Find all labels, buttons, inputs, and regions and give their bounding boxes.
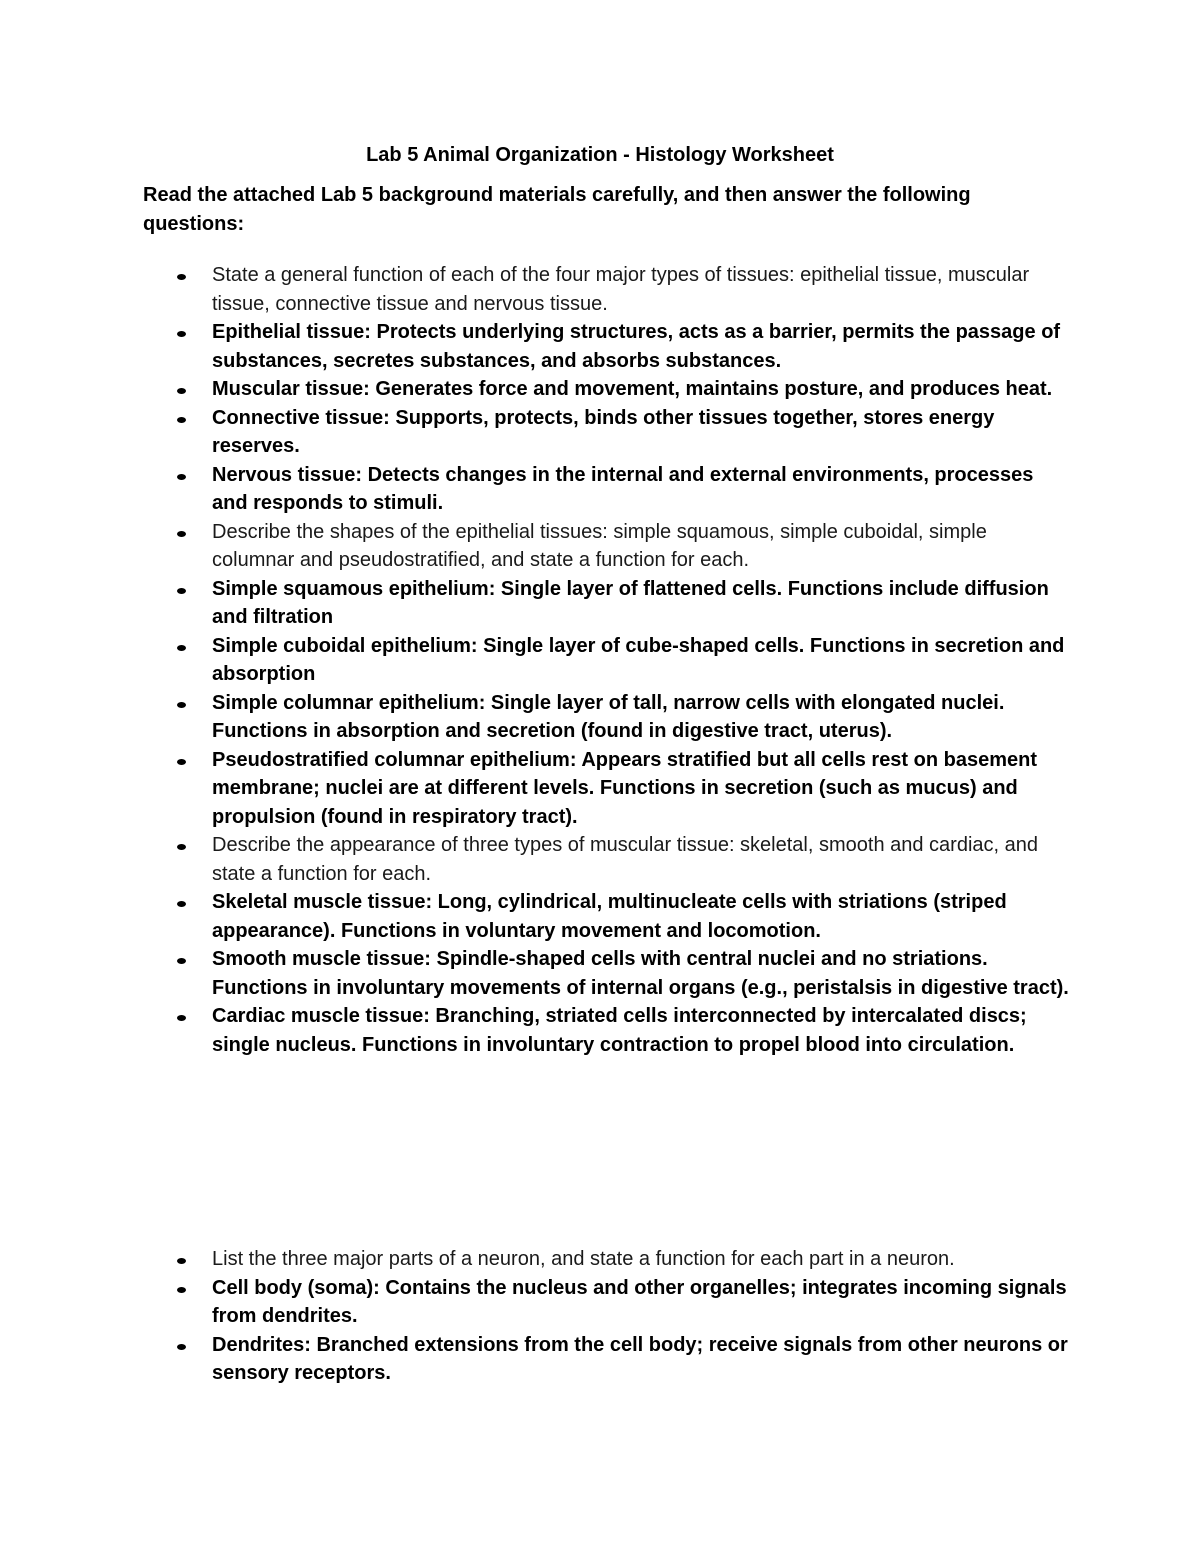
question-list-1 bbox=[0, 261, 1072, 1059]
list-item-text: Describe the appearance of three types of muscular tissue: skeletal, smooth and cardiac, and state a function for each. bbox=[212, 834, 1039, 885]
bullet-icon bbox=[177, 531, 186, 537]
list-item-text: Epithelial tissue: Protects underlying structures, acts as a barrier, permits the passage of substances, secretes substances, and absorbs substances. bbox=[212, 321, 1061, 372]
list-item-question bbox=[0, 518, 1072, 575]
list-item-text: List the three major parts of a neuron, and state a function for each part in a neuron. bbox=[212, 1248, 955, 1270]
list-item-answer bbox=[0, 945, 1072, 1002]
list-item-text: Muscular tissue: Generates force and movement, maintains posture, and produces heat. bbox=[212, 378, 1053, 400]
bullet-icon bbox=[177, 474, 186, 480]
bullet-icon bbox=[177, 1258, 186, 1264]
list-item-question bbox=[0, 831, 1072, 888]
list-item-answer bbox=[0, 1331, 1072, 1388]
list-item-answer bbox=[0, 632, 1072, 689]
list-item-answer bbox=[0, 689, 1072, 746]
list-item-text: Cell body (soma): Contains the nucleus and other organelles; integrates incoming signals from dendrites. bbox=[212, 1276, 1067, 1327]
bullet-icon bbox=[177, 958, 186, 964]
bullet-icon bbox=[177, 844, 186, 850]
bullet-icon bbox=[177, 588, 186, 594]
bullet-icon bbox=[177, 417, 186, 423]
list-item-text: Skeletal muscle tissue: Long, cylindrical, multinucleate cells with striations (striped appearance). Functions in voluntary movement and locomotion. bbox=[212, 891, 1007, 942]
list-item-answer bbox=[0, 461, 1072, 518]
bullet-icon bbox=[177, 331, 186, 337]
list-item-text: Smooth muscle tissue: Spindle-shaped cells with central nuclei and no striations. Functions in involuntary movements of internal organs (e.g., peristalsis in digestive tract). bbox=[212, 948, 1069, 999]
list-item-answer bbox=[0, 318, 1072, 375]
bullet-icon bbox=[177, 274, 186, 280]
list-item-text: Describe the shapes of the epithelial tissues: simple squamous, simple cuboidal, simple columnar and pseudostratified, and state a function for each. bbox=[212, 520, 987, 571]
bullet-icon bbox=[177, 645, 186, 651]
intro-instructions: Read the attached Lab 5 background materials carefully, and then answer the following questions: bbox=[143, 184, 971, 235]
list-item-text: Dendrites: Branched extensions from the cell body; receive signals from other neurons or sensory receptors. bbox=[212, 1333, 1068, 1384]
bullet-icon bbox=[177, 759, 186, 765]
bullet-icon bbox=[177, 1287, 186, 1293]
list-item-text: Simple columnar epithelium: Single layer of tall, narrow cells with elongated nuclei. Functions in absorption and secretion (found in digestive tract, uterus). bbox=[212, 691, 1005, 742]
bullet-icon bbox=[177, 1344, 186, 1350]
list-item-text: Cardiac muscle tissue: Branching, striated cells interconnected by intercalated discs; single nucleus. Functions in involuntary contraction to propel blood into circulation. bbox=[212, 1005, 1027, 1056]
list-item-text: Connective tissue: Supports, protects, binds other tissues together, stores energy reserves. bbox=[212, 406, 995, 457]
bullet-icon bbox=[177, 1015, 186, 1021]
question-list-2 bbox=[0, 1245, 1072, 1388]
page-title: Lab 5 Animal Organization - Histology Worksheet bbox=[366, 144, 834, 166]
bullet-icon bbox=[177, 901, 186, 907]
list-item-text: Simple squamous epithelium: Single layer of flattened cells. Functions include diffusion and filtration bbox=[212, 577, 1049, 628]
list-item-answer bbox=[0, 1002, 1072, 1059]
list-item-answer bbox=[0, 404, 1072, 461]
list-item-question bbox=[0, 1245, 1072, 1274]
list-item-answer bbox=[0, 575, 1072, 632]
list-item-text: Simple cuboidal epithelium: Single layer of cube-shaped cells. Functions in secretion and absorption bbox=[212, 634, 1065, 685]
bullet-icon bbox=[177, 388, 186, 394]
list-item-text: Pseudostratified columnar epithelium: Appears stratified but all cells rest on basement membrane; nuclei are at different levels. Functions in secretion (such as mucus) and propulsion (found in respiratory tract). bbox=[212, 748, 1038, 828]
list-item-answer bbox=[0, 888, 1072, 945]
list-item-text: State a general function of each of the four major types of tissues: epithelial tissue, muscular tissue, connective tissue and nervous tissue. bbox=[212, 264, 1030, 315]
list-item-answer bbox=[0, 746, 1072, 832]
bullet-icon bbox=[177, 702, 186, 708]
list-item-question bbox=[0, 261, 1072, 318]
list-item-answer bbox=[0, 1274, 1072, 1331]
list-item-text: Nervous tissue: Detects changes in the internal and external environments, processes and responds to stimuli. bbox=[212, 463, 1034, 514]
list-item-answer bbox=[0, 375, 1072, 404]
